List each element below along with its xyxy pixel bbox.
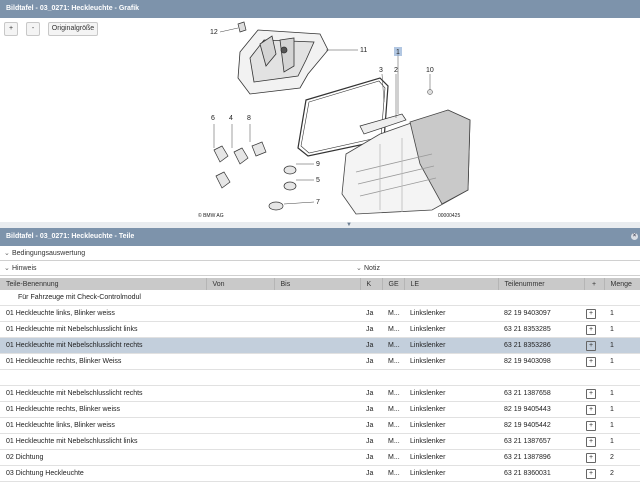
callout-4: 4 xyxy=(229,115,233,122)
to-cell xyxy=(274,354,360,370)
from-cell xyxy=(206,306,274,322)
quantity-cell: 1 xyxy=(604,306,640,322)
callout-1: 1 xyxy=(396,49,400,56)
col-header-qty[interactable]: Menge xyxy=(604,278,640,290)
to-cell xyxy=(274,418,360,434)
callout-2: 2 xyxy=(394,67,398,74)
part-number-cell: 63 21 8360031 xyxy=(498,466,584,482)
from-cell xyxy=(206,322,274,338)
from-cell xyxy=(206,354,274,370)
add-icon[interactable]: + xyxy=(586,453,596,463)
drawing-number: 00000425 xyxy=(438,213,461,219)
original-size-button[interactable]: Originalgröße xyxy=(48,22,98,36)
quantity-cell: 1 xyxy=(604,386,640,402)
col-header-name[interactable]: Teile-Benennung xyxy=(0,278,206,290)
quantity-cell: 2 xyxy=(604,450,640,466)
table-row[interactable] xyxy=(0,418,640,434)
from-cell xyxy=(206,386,274,402)
col-header-k[interactable]: K xyxy=(360,278,382,290)
k-cell: Ja xyxy=(360,306,382,322)
ge-cell: M... xyxy=(382,386,404,402)
part-name-cell: 03 Dichtung Heckleuchte xyxy=(0,466,206,482)
le-cell: Linkslenker xyxy=(404,354,498,370)
ge-cell xyxy=(382,370,404,386)
from-cell xyxy=(206,370,274,386)
to-cell xyxy=(274,322,360,338)
add-icon[interactable]: + xyxy=(586,389,596,399)
table-row[interactable] xyxy=(0,386,640,402)
part-name-cell xyxy=(0,370,206,386)
ge-cell: M... xyxy=(382,434,404,450)
callout-12: 12 xyxy=(210,29,218,36)
part-name-cell: 02 Dichtung xyxy=(0,450,206,466)
col-header-le[interactable]: LE xyxy=(404,278,498,290)
table-row[interactable] xyxy=(0,306,640,322)
add-to-cart-cell xyxy=(584,338,604,354)
quantity-cell: 2 xyxy=(604,466,640,482)
k-cell: Ja xyxy=(360,450,382,466)
chevron-down-icon: ⌄ xyxy=(4,265,10,272)
le-cell: Linkslenker xyxy=(404,322,498,338)
quantity-cell: 1 xyxy=(604,402,640,418)
from-cell xyxy=(206,450,274,466)
add-icon[interactable]: + xyxy=(586,325,596,335)
table-row[interactable] xyxy=(0,450,640,466)
add-icon[interactable]: + xyxy=(586,421,596,431)
k-cell xyxy=(360,370,382,386)
add-icon[interactable]: + xyxy=(586,437,596,447)
parts-panel-title xyxy=(0,228,640,246)
quantity-cell xyxy=(604,370,640,386)
table-row[interactable] xyxy=(0,370,640,386)
part-number-cell: 63 21 1387657 xyxy=(498,434,584,450)
part-10-drawing xyxy=(428,90,433,95)
chevron-down-icon: ⌄ xyxy=(356,265,362,272)
bulb-sockets-drawing xyxy=(214,142,296,210)
k-cell: Ja xyxy=(360,322,382,338)
col-header-ge[interactable]: GE xyxy=(382,278,404,290)
table-row[interactable] xyxy=(0,434,640,450)
zoom-in-button[interactable]: + xyxy=(4,22,18,36)
from-cell xyxy=(206,434,274,450)
ge-cell: M... xyxy=(382,322,404,338)
ge-cell: M... xyxy=(382,354,404,370)
to-cell xyxy=(274,450,360,466)
to-cell xyxy=(274,338,360,354)
table-row[interactable] xyxy=(0,338,640,354)
ge-cell: M... xyxy=(382,418,404,434)
add-icon[interactable]: + xyxy=(586,357,596,367)
part-number-cell: 63 21 8353285 xyxy=(498,322,584,338)
ge-cell: M... xyxy=(382,338,404,354)
chevron-down-icon: ⌄ xyxy=(4,250,10,257)
callout-5: 5 xyxy=(316,177,320,184)
col-header-to[interactable]: Bis xyxy=(274,278,360,290)
le-cell: Linkslenker xyxy=(404,338,498,354)
condition-eval-label: Bedingungsauswertung xyxy=(12,250,86,257)
quantity-cell: 1 xyxy=(604,322,640,338)
condition-eval-toggle[interactable] xyxy=(4,248,85,260)
part-name-cell: 01 Heckleuchte mit Nebelschlusslicht rechts xyxy=(0,338,206,354)
callout-9: 9 xyxy=(316,161,320,168)
hint-toggle[interactable] xyxy=(4,263,37,275)
close-icon[interactable]: × xyxy=(632,233,637,239)
add-to-cart-cell xyxy=(584,450,604,466)
divider xyxy=(0,275,640,276)
part-number-cell: 82 19 9405442 xyxy=(498,418,584,434)
add-to-cart-cell xyxy=(584,434,604,450)
add-icon[interactable]: + xyxy=(586,309,596,319)
to-cell xyxy=(274,434,360,450)
quantity-cell: 1 xyxy=(604,338,640,354)
parts-panel-title-text: Bildtafel - 03_0271: Heckleuchte - Teile xyxy=(6,233,135,240)
le-cell: Linkslenker xyxy=(404,450,498,466)
to-cell xyxy=(274,370,360,386)
part-name-cell: 01 Heckleuchte mit Nebelschlusslicht links xyxy=(0,322,206,338)
parts-table xyxy=(0,278,640,482)
table-row[interactable] xyxy=(0,402,640,418)
le-cell: Linkslenker xyxy=(404,386,498,402)
part-number-cell xyxy=(498,370,584,386)
part-number-cell: 63 21 1387658 xyxy=(498,386,584,402)
k-cell: Ja xyxy=(360,386,382,402)
callout-3: 3 xyxy=(379,67,383,74)
col-header-plus[interactable]: + xyxy=(584,278,604,290)
ge-cell: M... xyxy=(382,402,404,418)
zoom-out-button[interactable]: - xyxy=(26,22,40,36)
graphic-panel-title: Bildtafel - 03_0271: Heckleuchte - Grafik xyxy=(0,0,640,18)
to-cell xyxy=(274,402,360,418)
le-cell: Linkslenker xyxy=(404,306,498,322)
k-cell: Ja xyxy=(360,434,382,450)
ge-cell: M... xyxy=(382,450,404,466)
part-name-cell: 01 Heckleuchte mit Nebelschlusslicht links xyxy=(0,434,206,450)
table-row[interactable] xyxy=(0,322,640,338)
add-to-cart-cell xyxy=(584,402,604,418)
le-cell: Linkslenker xyxy=(404,466,498,482)
group-header-row xyxy=(0,290,640,306)
part-number-cell: 82 19 9405443 xyxy=(498,402,584,418)
le-cell: Linkslenker xyxy=(404,418,498,434)
hint-label: Hinweis xyxy=(12,265,37,272)
k-cell: Ja xyxy=(360,354,382,370)
clip-12-drawing xyxy=(238,22,246,32)
callout-7: 7 xyxy=(316,199,320,206)
chevron-down-icon[interactable]: ▼ xyxy=(346,222,352,228)
part-name-cell: 01 Heckleuchte links, Blinker weiss xyxy=(0,306,206,322)
callout-11: 11 xyxy=(360,47,368,54)
callout-8: 8 xyxy=(247,115,251,122)
add-to-cart-cell xyxy=(584,386,604,402)
k-cell: Ja xyxy=(360,338,382,354)
add-to-cart-cell xyxy=(584,354,604,370)
k-cell: Ja xyxy=(360,402,382,418)
k-cell: Ja xyxy=(360,418,382,434)
ge-cell: M... xyxy=(382,466,404,482)
note-toggle[interactable] xyxy=(356,263,380,275)
le-cell: Linkslenker xyxy=(404,434,498,450)
part-name-cell: 01 Heckleuchte mit Nebelschlusslicht rechts xyxy=(0,386,206,402)
from-cell xyxy=(206,402,274,418)
group-header-text: Für Fahrzeuge mit Check-Controlmodul xyxy=(0,290,640,306)
part-name-cell: 01 Heckleuchte links, Blinker weiss xyxy=(0,418,206,434)
col-header-from[interactable]: Von xyxy=(206,278,274,290)
part-name-cell: 01 Heckleuchte rechts, Blinker Weiss xyxy=(0,354,206,370)
part-number-cell: 82 19 9403097 xyxy=(498,306,584,322)
add-icon[interactable]: + xyxy=(586,469,596,479)
to-cell xyxy=(274,386,360,402)
divider xyxy=(0,260,640,261)
le-cell: Linkslenker xyxy=(404,402,498,418)
callout-6: 6 xyxy=(211,115,215,122)
quantity-cell: 1 xyxy=(604,434,640,450)
callout-10: 10 xyxy=(426,67,434,74)
add-to-cart-cell xyxy=(584,306,604,322)
part-number-cell: 63 21 1387896 xyxy=(498,450,584,466)
ge-cell: M... xyxy=(382,306,404,322)
add-to-cart-cell xyxy=(584,370,604,386)
table-row[interactable] xyxy=(0,354,640,370)
to-cell xyxy=(274,306,360,322)
note-label: Notiz xyxy=(364,265,380,272)
lamp-housing-drawing xyxy=(238,30,328,94)
part-name-cell: 01 Heckleuchte rechts, Blinker weiss xyxy=(0,402,206,418)
from-cell xyxy=(206,418,274,434)
table-header-row xyxy=(0,278,640,290)
add-icon[interactable]: + xyxy=(586,405,596,415)
col-header-part-number[interactable]: Teilenummer xyxy=(498,278,584,290)
from-cell xyxy=(206,338,274,354)
k-cell: Ja xyxy=(360,466,382,482)
brand-mark: © BMW AG xyxy=(198,213,224,219)
part-number-cell: 63 21 8353286 xyxy=(498,338,584,354)
quantity-cell: 1 xyxy=(604,354,640,370)
quantity-cell: 1 xyxy=(604,418,640,434)
add-to-cart-cell xyxy=(584,418,604,434)
add-icon[interactable]: + xyxy=(586,341,596,351)
add-to-cart-cell xyxy=(584,322,604,338)
le-cell xyxy=(404,370,498,386)
part-number-cell: 82 19 9403098 xyxy=(498,354,584,370)
exploded-parts-diagram xyxy=(180,14,480,222)
